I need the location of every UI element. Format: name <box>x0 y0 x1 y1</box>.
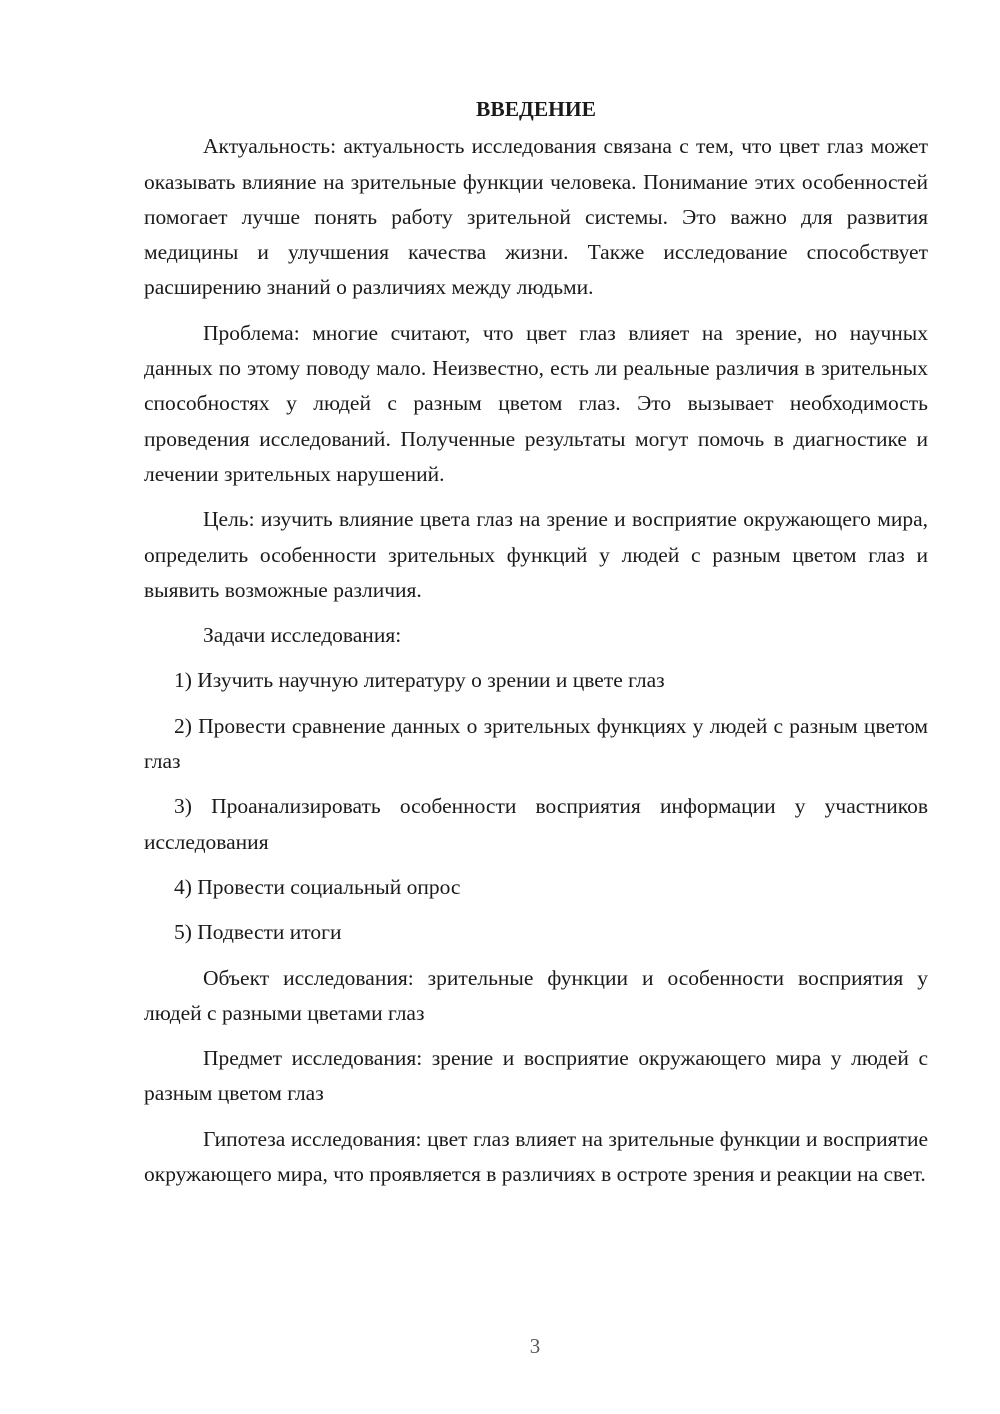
paragraph-hypothesis: Гипотеза исследования: цвет глаз влияет на зрительные функции и восприятие окружающего мира, что проявляется в различиях в остроте зрения и реакции на свет. <box>144 1126 928 1187</box>
page-number: 3 <box>529 1334 541 1358</box>
paragraph-problem: Проблема: многие считают, что цвет глаз влияет на зрение, но научных данных по этому поводу мало. Неизвестно, есть ли реальные различия в зрительных способностях у людей с разным цветом глаз. Это вызывает необходимость проведения исследований. Полученные результаты могут помочь в диагностике и лечении зрительных нарушений. <box>144 320 928 486</box>
task-item-1: 1) Изучить научную литературу о зрении и цвете глаз <box>174 668 665 693</box>
paragraph-relevance: Актуальность: актуальность исследования связана с тем, что цвет глаз может оказывать влияние на зрительные функции человека. Понимание этих особенностей помогает лучше понять работу зрительной системы. Это важно для развития медицины и улучшения качества жизни. Также исследование способствует расширению знаний о различиях между людьми. <box>144 134 928 300</box>
task-item-5: 5) Подвести итоги <box>174 920 342 945</box>
page-title: ВВЕДЕНИЕ <box>476 97 596 121</box>
tasks-heading: Задачи исследования: <box>203 623 402 648</box>
task-item-3: 3) Проанализировать особенности восприятия информации у участников исследования <box>144 794 928 854</box>
document-page <box>144 92 928 1202</box>
task-item-4: 4) Провести социальный опрос <box>174 874 461 899</box>
paragraph-subject: Предмет исследования: зрение и восприятие окружающего мира у людей с разным цветом глаз <box>144 1046 928 1106</box>
paragraph-goal: Цель: изучить влияние цвета глаз на зрение и восприятие окружающего мира, определить особенности зрительных функций у людей с разным цветом глаз и выявить возможные различия. <box>144 507 928 602</box>
paragraph-object: Объект исследования: зрительные функции и особенности восприятия у людей с разными цветами глаз <box>144 965 928 1025</box>
task-item-2: 2) Провести сравнение данных о зрительных функциях у людей с разным цветом глаз <box>144 713 928 774</box>
